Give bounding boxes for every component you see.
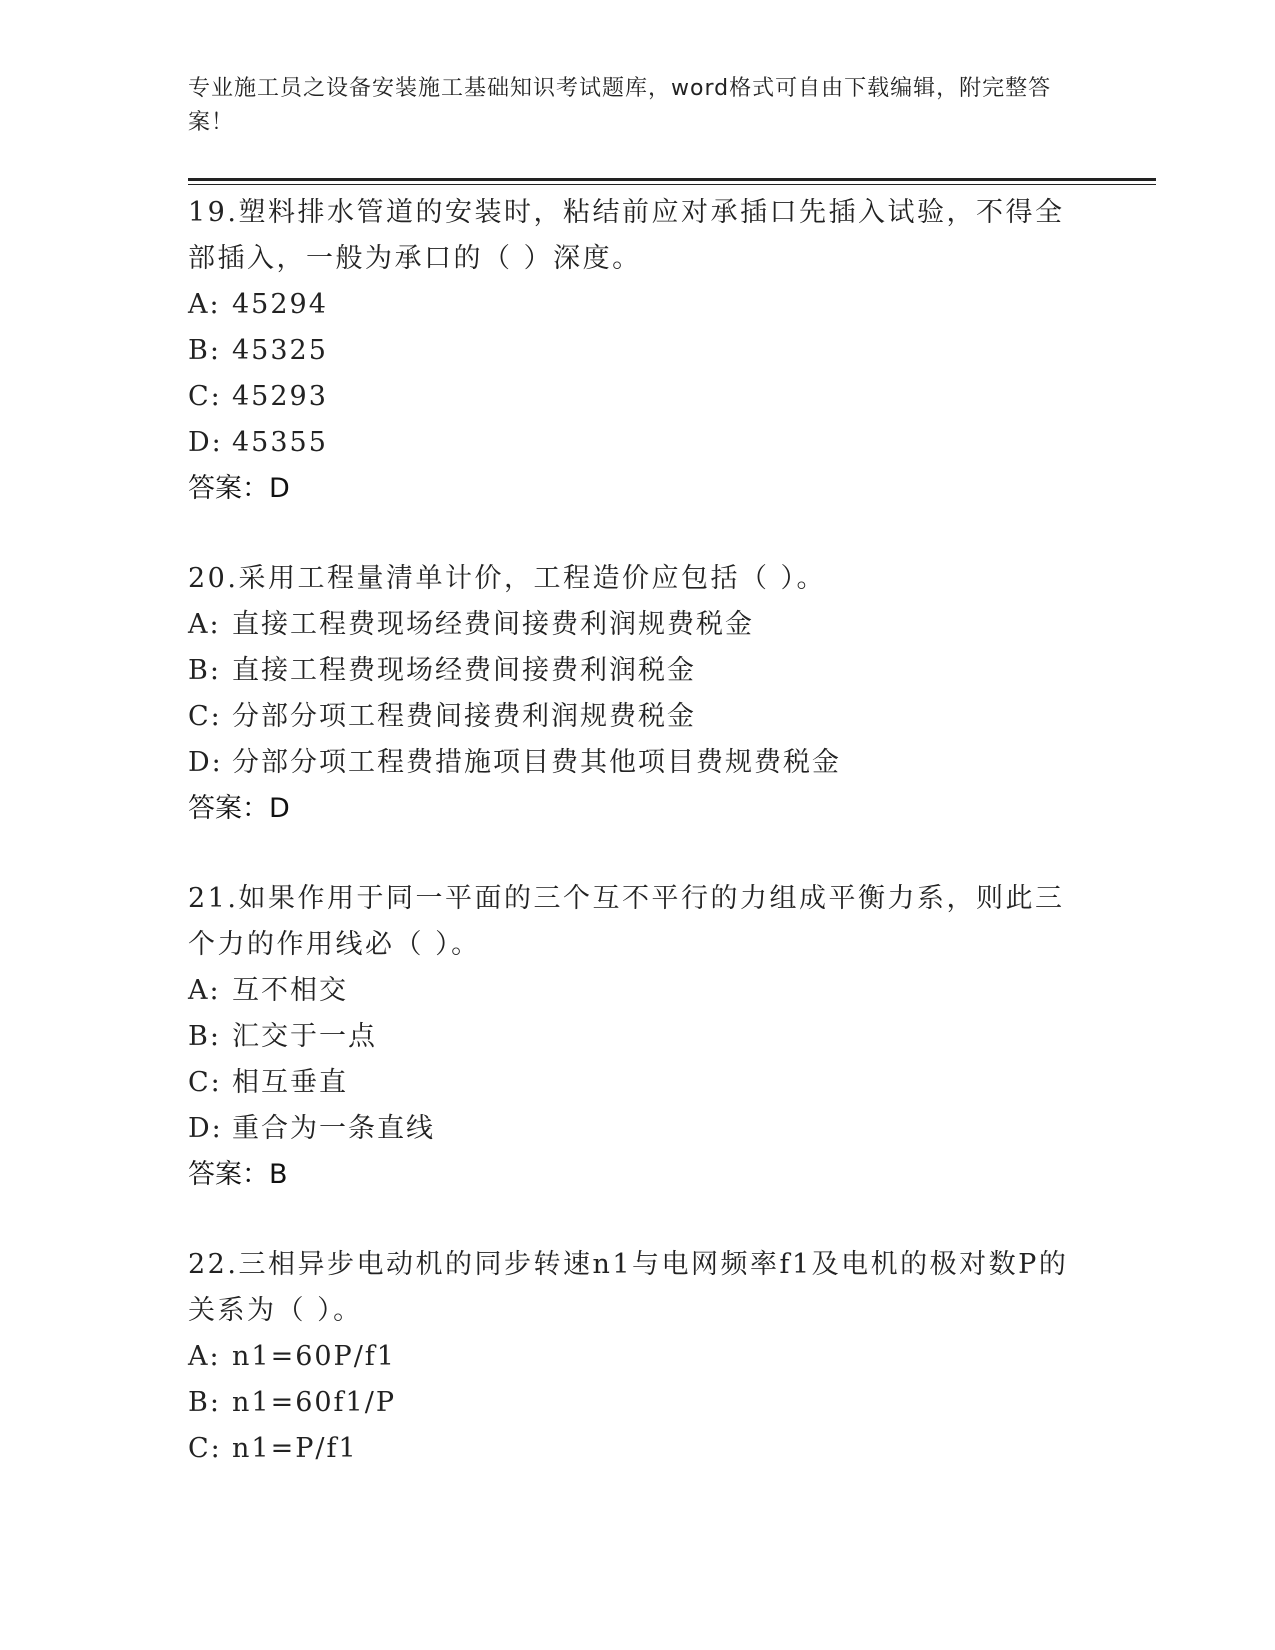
question-20 bbox=[188, 556, 1088, 832]
option-text: 汇交于一点 bbox=[232, 1021, 377, 1052]
option-text: n1=60f1/P bbox=[232, 1387, 396, 1418]
question-stem: 19.塑料排水管道的安装时，粘结前应对承插口先插入试验，不得全部插入，一般为承口的（ ）深度。 bbox=[188, 197, 1065, 274]
option-letter: C: bbox=[188, 1433, 222, 1464]
option-letter: B: bbox=[188, 655, 221, 686]
question-19 bbox=[188, 190, 1088, 512]
option-letter: B: bbox=[188, 335, 221, 366]
option-letter: C: bbox=[188, 1067, 222, 1098]
answer-label: 答案：D bbox=[188, 473, 290, 504]
option-letter: D: bbox=[188, 1113, 223, 1144]
header-rule-thick bbox=[188, 178, 1156, 181]
option-text: 分部分项工程费间接费利润规费税金 bbox=[232, 701, 696, 732]
option-text: 直接工程费现场经费间接费利润税金 bbox=[232, 655, 696, 686]
header-rule-thin bbox=[188, 184, 1156, 185]
option-text: 45355 bbox=[232, 427, 328, 458]
option-d bbox=[188, 1106, 1088, 1152]
option-text: 45294 bbox=[232, 289, 328, 320]
option-letter: B: bbox=[188, 1021, 221, 1052]
option-c bbox=[188, 1426, 1088, 1472]
option-c bbox=[188, 1060, 1088, 1106]
option-d bbox=[188, 420, 1088, 466]
option-letter: D: bbox=[188, 747, 223, 778]
option-b bbox=[188, 648, 1088, 694]
option-c bbox=[188, 374, 1088, 420]
option-b bbox=[188, 1380, 1088, 1426]
option-d bbox=[188, 740, 1088, 786]
option-text: n1=P/f1 bbox=[232, 1433, 358, 1464]
option-text: 直接工程费现场经费间接费利润规费税金 bbox=[232, 609, 754, 640]
option-letter: A: bbox=[188, 289, 221, 320]
document-header: 专业施工员之设备安装施工基础知识考试题库，word格式可自由下载编辑，附完整答案！ bbox=[188, 76, 1052, 135]
option-letter: D: bbox=[188, 427, 223, 458]
option-text: 45293 bbox=[232, 381, 328, 412]
option-letter: C: bbox=[188, 381, 222, 412]
option-text: n1=60P/f1 bbox=[232, 1341, 396, 1372]
option-a bbox=[188, 1334, 1088, 1380]
question-list bbox=[188, 190, 1088, 1472]
option-b bbox=[188, 328, 1088, 374]
option-letter: A: bbox=[188, 975, 221, 1006]
option-text: 相互垂直 bbox=[232, 1067, 348, 1098]
option-text: 互不相交 bbox=[232, 975, 348, 1006]
option-a bbox=[188, 282, 1088, 328]
question-21 bbox=[188, 876, 1088, 1198]
question-stem: 20.采用工程量清单计价，工程造价应包括（ ）。 bbox=[188, 563, 827, 594]
question-stem: 22.三相异步电动机的同步转速n1与电网频率f1及电机的极对数P的关系为（ ）。 bbox=[188, 1249, 1069, 1326]
option-b bbox=[188, 1014, 1088, 1060]
option-text: 分部分项工程费措施项目费其他项目费规费税金 bbox=[232, 747, 841, 778]
option-letter: A: bbox=[188, 609, 221, 640]
option-text: 45325 bbox=[232, 335, 328, 366]
option-letter: B: bbox=[188, 1387, 221, 1418]
option-a bbox=[188, 968, 1088, 1014]
answer-label: 答案：D bbox=[188, 793, 290, 824]
question-22 bbox=[188, 1242, 1088, 1472]
option-c bbox=[188, 694, 1088, 740]
answer-label: 答案：B bbox=[188, 1159, 288, 1190]
option-a bbox=[188, 602, 1088, 648]
option-text: 重合为一条直线 bbox=[232, 1113, 435, 1144]
option-letter: A: bbox=[188, 1341, 221, 1372]
option-letter: C: bbox=[188, 701, 222, 732]
question-stem: 21.如果作用于同一平面的三个互不平行的力组成平衡力系，则此三个力的作用线必（ ）。 bbox=[188, 883, 1065, 960]
